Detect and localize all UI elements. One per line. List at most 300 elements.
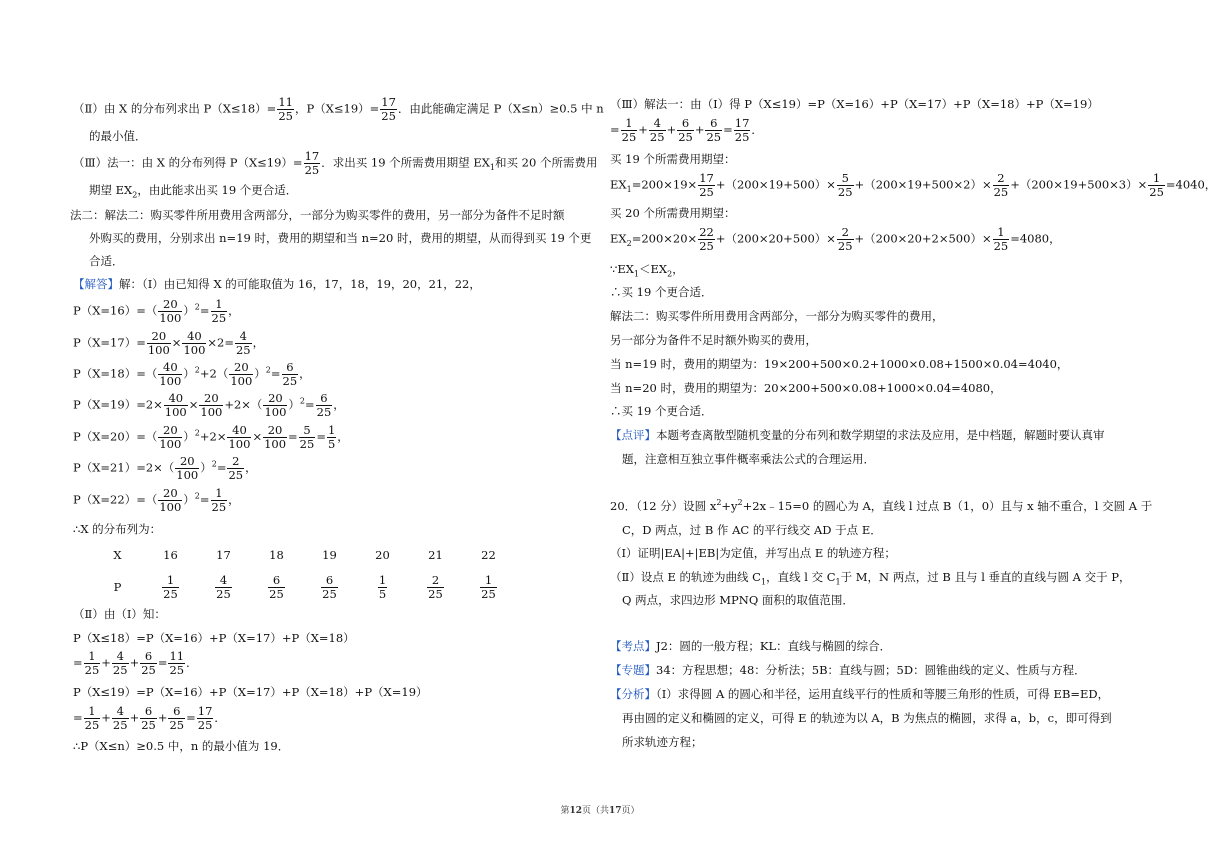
numerator: 20 [175, 455, 199, 469]
fraction [268, 574, 285, 601]
numerator: 22 [699, 225, 714, 239]
fraction [316, 392, 333, 419]
fraction [147, 330, 171, 357]
text: = [304, 397, 315, 412]
text: = [199, 303, 210, 318]
denominator: 25 [678, 130, 693, 144]
denominator: 100 [159, 437, 182, 451]
superscript: 2 [737, 498, 743, 508]
text: = [288, 429, 298, 444]
text: = [216, 460, 227, 475]
line [610, 261, 684, 277]
text: = [157, 655, 168, 670]
denominator: 25 [649, 130, 665, 144]
denominator: 25 [428, 586, 443, 601]
fraction [698, 172, 715, 199]
denominator: 25 [141, 663, 156, 677]
denominator: 25 [299, 437, 315, 451]
fraction [621, 117, 638, 144]
text: = [631, 231, 642, 246]
denominator: 100 [159, 500, 182, 514]
distribution-table [91, 544, 515, 608]
line [610, 308, 944, 324]
fraction [282, 361, 299, 388]
denominator: 25 [837, 185, 853, 199]
denominator: 25 [322, 586, 337, 601]
numerator: 4 [235, 330, 252, 344]
denominator: 25 [216, 586, 231, 601]
text: = [723, 122, 733, 137]
text: P（X=21）=2×（ [73, 460, 175, 475]
table-row [91, 566, 515, 608]
page-number: 12 [569, 806, 582, 816]
text: 页） [621, 806, 640, 816]
fraction [158, 424, 182, 451]
text: EX [610, 231, 627, 246]
text: 当 n=20 时，费用的期望为：20×200+500×0.08+1000×0.04=4080， [610, 381, 1002, 395]
line-px20 [73, 424, 349, 451]
line-px19 [73, 392, 345, 419]
numerator: 1 [378, 572, 387, 587]
table-cell: P [113, 580, 122, 594]
line-keypoint [610, 638, 891, 654]
text: 和买 20 个所需费用 [495, 155, 598, 170]
text: 题，注意相互独立事件概率乘法公式的合理运用． [622, 452, 875, 466]
numerator: 4 [112, 705, 129, 719]
text: ） [288, 397, 300, 412]
line [622, 710, 1112, 726]
subscript: 2 [132, 190, 138, 200]
denominator: 25 [993, 239, 1009, 253]
denominator: 25 [84, 663, 100, 677]
denominator: 25 [235, 343, 251, 357]
numerator: 11 [278, 95, 293, 109]
text: 法二：解法二：购买零件所用费用含两部分，一部分为购买零件的费用，另一部分为备件不足时额 [70, 208, 565, 222]
text: + [129, 710, 140, 725]
superscript: 2 [194, 428, 200, 438]
numerator: 2 [227, 455, 244, 469]
numerator: 17 [734, 116, 750, 130]
line-part2-summary [73, 96, 604, 123]
text: + [694, 122, 705, 137]
numerator: 20 [229, 361, 253, 375]
fraction [1148, 172, 1165, 199]
fraction [112, 650, 129, 677]
fraction [229, 361, 253, 388]
numerator: 11 [169, 649, 185, 663]
fraction [993, 226, 1010, 253]
line-ex1 [610, 172, 1216, 199]
superscript: 2 [211, 459, 217, 469]
text: ， [228, 303, 240, 318]
table-cell [303, 566, 356, 608]
line [610, 96, 1099, 112]
table-cell [250, 566, 303, 608]
line [610, 545, 896, 561]
line-topic [610, 662, 1086, 678]
text: 外购买的费用，分别求出 n=19 时，费用的期望和当 n=20 时，费用的期望，从而得到买 19 个更 [89, 231, 592, 245]
text: P（X≤19）=P（X=16）+P（X=17）+P（X=18）+P（X=19） [73, 685, 428, 699]
text: 当 n=19 时，费用的期望为：19×200+500×0.2+1000×0.08+1500×0.04=4040， [610, 357, 1069, 371]
text: ， [299, 366, 311, 381]
text: = [186, 710, 196, 725]
text: +（200×19+500×3）× [1010, 177, 1148, 192]
table-cell [409, 566, 462, 608]
fraction [140, 650, 157, 677]
text: 34：方程思想；48：分析法；5B：直线与圆；5D：圆锥曲线的定义、性质与方程． [656, 663, 1086, 677]
numerator: 6 [282, 361, 299, 375]
text: ，由此能求出买 19 个更合适． [137, 183, 298, 197]
fraction [175, 455, 199, 482]
fraction [263, 424, 287, 451]
text: 19× [672, 177, 698, 192]
line-sum-19 [610, 117, 763, 144]
fraction [837, 172, 854, 199]
fraction [211, 298, 228, 325]
numerator: 6 [140, 705, 157, 719]
numerator: 1 [621, 117, 638, 131]
text: ） [254, 366, 266, 381]
table-cell: 20 [375, 548, 390, 562]
superscript: 2 [265, 365, 271, 375]
superscript: 2 [194, 491, 200, 501]
table-cell: X [113, 548, 122, 562]
numerator: 20 [147, 330, 171, 344]
numerator: 1 [84, 650, 101, 664]
line [610, 356, 1068, 372]
text: +y [721, 499, 738, 513]
line-px21 [73, 455, 257, 482]
line [89, 128, 147, 144]
fraction [734, 117, 751, 144]
table-cell: 21 [428, 548, 443, 562]
text: ， [333, 397, 345, 412]
text: +（200×19+500×2）× [854, 177, 992, 192]
numerator: 1 [1148, 172, 1165, 186]
text: P（X=22）=（ [73, 492, 158, 507]
text: （Ⅰ）求得圆 A 的圆心和半径，运用直线平行的性质和等腰三角形的性质，可得 EB=ED， [656, 687, 1110, 701]
fraction [698, 226, 715, 253]
numerator: 5 [837, 172, 854, 186]
text: ＜EX [639, 262, 668, 276]
fraction [427, 574, 444, 601]
text: ×2= [207, 335, 234, 350]
denominator: 100 [264, 405, 287, 419]
text: P（X=20）=（ [73, 429, 158, 444]
numerator: 17 [699, 171, 714, 185]
table-cell [356, 566, 409, 608]
text: 买 19 个所需费用期望： [610, 152, 736, 166]
text: +（200×20+500）× [715, 231, 836, 246]
text: = [199, 492, 210, 507]
subscript: 1 [760, 577, 767, 587]
numerator: 40 [182, 330, 206, 344]
text: ，P（X≤19）= [294, 101, 380, 116]
denominator: 25 [112, 718, 128, 732]
text: 再由圆的定义和椭圆的定义，可得 E 的轨迹为以 A，B 为焦点的椭圆，求得 a，b，c，即可得到 [622, 711, 1112, 725]
text: = [73, 655, 83, 670]
fraction [84, 705, 101, 732]
line [610, 205, 735, 221]
denominator: 25 [197, 718, 213, 732]
numerator: 20 [158, 487, 182, 501]
fraction [215, 574, 232, 601]
fraction [321, 574, 338, 601]
text: =4080， [1010, 231, 1061, 246]
text: 另一部分为备件不足时额外购买的费用， [610, 333, 817, 347]
numerator: 1 [480, 574, 497, 588]
line-ex2 [610, 226, 1061, 253]
text: ， [228, 492, 240, 507]
text: =4040， [1165, 177, 1216, 192]
text: ） [183, 429, 195, 444]
line-sum-19 [73, 705, 226, 732]
text: + [101, 655, 111, 670]
text: P（X=18）=（ [73, 366, 158, 381]
denominator: 25 [112, 663, 128, 677]
text: = [73, 710, 83, 725]
fraction [158, 298, 182, 325]
topic-tag: 【专题】 [610, 663, 656, 677]
numerator: 2 [837, 226, 854, 240]
fraction [480, 574, 497, 601]
text: Q 两点，求四边形 MPNQ 面积的取值范围． [622, 593, 854, 607]
line [70, 207, 565, 223]
text: （Ⅱ）由（Ⅰ）知： [73, 607, 166, 621]
fraction [168, 705, 185, 732]
table-cell [197, 566, 250, 608]
denominator: 25 [269, 586, 284, 601]
denominator: 25 [481, 586, 496, 601]
text: J2：圆的一般方程；KL：直线与椭圆的综合． [656, 639, 892, 653]
text: ） [183, 303, 195, 318]
numerator: 6 [321, 574, 338, 588]
fraction [649, 117, 666, 144]
fraction [211, 487, 228, 514]
superscript: 2 [299, 396, 305, 406]
fraction [164, 392, 188, 419]
fraction [235, 330, 252, 357]
line [89, 253, 124, 269]
numerator: 20 [263, 392, 287, 406]
text: EX [610, 177, 627, 192]
table-cell [462, 566, 515, 608]
denominator: 25 [169, 718, 185, 732]
page-footer [0, 803, 1200, 816]
fraction [168, 650, 185, 677]
fraction [197, 705, 214, 732]
numerator: 17 [304, 149, 320, 163]
text: + [666, 122, 677, 137]
text: 于 M，N 两点，过 B 且与 l 垂直的直线与圆 A 交于 P， [840, 570, 1131, 584]
line [73, 684, 428, 700]
line [610, 151, 735, 167]
denominator: 100 [200, 405, 223, 419]
text: +2x﹣15=0 的圆心为 A，直线 l 过点 B（1，0）且与 x 轴不重合，l 交圆 A 于 [742, 499, 1153, 513]
text: 页（共 [581, 806, 609, 816]
text: （Ⅲ）法一：由 X 的分布列得 P（X≤19）= [73, 155, 303, 170]
denominator: 25 [1149, 185, 1164, 199]
fraction [182, 330, 206, 357]
text: ． [751, 122, 763, 137]
denominator: 25 [837, 239, 853, 253]
text: 的最小值． [89, 129, 147, 143]
text: × [171, 335, 182, 350]
text: + [101, 710, 111, 725]
numerator: 40 [227, 424, 251, 438]
line-px22 [73, 487, 240, 514]
text: ， [252, 335, 265, 350]
fraction [158, 361, 182, 388]
text: ． [186, 655, 198, 670]
line [610, 403, 712, 419]
numerator: 20 [158, 424, 182, 438]
fraction [263, 392, 287, 419]
fraction [705, 117, 722, 144]
text: 买 20 个所需费用期望： [610, 206, 736, 220]
fraction [299, 424, 316, 451]
text: + [638, 122, 648, 137]
numerator: 1 [993, 226, 1010, 240]
text: +（200×19+500）× [715, 177, 836, 192]
denominator: 5 [378, 586, 387, 601]
text: +2× [199, 429, 227, 444]
text: P（X=16）=（ [73, 303, 158, 318]
answer-tag: 【解答】 [73, 277, 119, 291]
line-analysis [610, 686, 1109, 702]
denominator: 25 [993, 185, 1009, 199]
text: （Ⅲ）解法一：由（Ⅰ）得 P（X≤19）=P（X=16）+P（X=17）+P（X=18）+P（X=19） [610, 97, 1099, 111]
numerator: 2 [993, 172, 1010, 186]
denominator: 25 [699, 185, 714, 199]
superscript: 2 [194, 302, 200, 312]
denominator: 100 [230, 374, 253, 388]
text: ．求出买 19 个所需费用期望 EX [321, 155, 490, 170]
denominator: 25 [141, 718, 156, 732]
line [89, 182, 297, 198]
line [610, 380, 1002, 396]
text: + [157, 710, 168, 725]
numerator: 17 [197, 704, 213, 718]
text: ∴P（X≤n）≥0.5 中，n 的最小值为 19． [73, 739, 290, 753]
text: ， [245, 460, 257, 475]
numerator: 1 [162, 574, 179, 588]
line-part3-summary [73, 150, 597, 177]
denominator: 25 [228, 468, 244, 482]
text: ， [337, 429, 349, 444]
subscript: 2 [667, 269, 673, 279]
numerator: 4 [112, 650, 129, 664]
text: 所求轨迹方程； [622, 735, 703, 749]
denominator: 5 [327, 437, 336, 451]
line [610, 569, 1131, 585]
line [73, 738, 289, 754]
numerator: 20 [263, 424, 287, 438]
fraction [199, 392, 223, 419]
line [73, 630, 355, 646]
denominator: 25 [304, 163, 320, 177]
line [610, 332, 817, 348]
numerator: 6 [316, 392, 333, 406]
table-cell: 16 [163, 548, 178, 562]
denominator: 100 [176, 468, 199, 482]
text: ∴买 19 个更合适． [610, 285, 713, 299]
text: = [610, 122, 620, 137]
text: = [270, 366, 281, 381]
line-answer-intro [73, 276, 481, 292]
text: +2×（ [224, 397, 263, 412]
fraction [327, 424, 336, 451]
fraction [162, 574, 179, 601]
fraction [158, 487, 182, 514]
numerator: 4 [649, 117, 666, 131]
fraction [993, 172, 1010, 199]
text: P（X=17）= [73, 335, 146, 350]
text: P（X≤18）=P（X=16）+P（X=17）+P（X=18） [73, 631, 355, 645]
text: × [188, 397, 199, 412]
numerator: 6 [268, 574, 285, 588]
table-cell: 22 [481, 548, 496, 562]
line [622, 522, 882, 538]
denominator: 100 [159, 374, 182, 388]
numerator: 6 [140, 650, 157, 664]
text: ∴X 的分布列为： [73, 522, 162, 536]
denominator: 25 [84, 718, 100, 732]
line [622, 734, 703, 750]
numerator: 6 [705, 117, 722, 131]
denominator: 100 [228, 437, 251, 451]
keypoint-tag: 【考点】 [610, 639, 656, 653]
text: 第 [560, 806, 570, 816]
line [622, 592, 854, 608]
numerator: 1 [84, 705, 101, 719]
denominator: 100 [164, 405, 187, 419]
denominator: 25 [163, 586, 178, 601]
numerator: 6 [168, 705, 185, 719]
text: （Ⅰ）证明|EA|+|EB|为定值，并写出点 E 的轨迹方程； [610, 546, 896, 560]
text: ， [672, 262, 684, 276]
fraction [677, 117, 694, 144]
line [622, 451, 875, 467]
line [73, 606, 166, 622]
review-tag: 【点评】 [610, 428, 656, 442]
superscript: 2 [716, 498, 722, 508]
subscript: 1 [626, 184, 632, 194]
table-cell: 18 [269, 548, 284, 562]
line [89, 230, 591, 246]
denominator: 25 [278, 109, 293, 123]
line-px18 [73, 361, 311, 388]
text: 解法二：购买零件所用费用含两部分，一部分为购买零件的费用， [610, 309, 944, 323]
numerator: 1 [327, 423, 336, 437]
text: 期望 EX [89, 183, 133, 197]
subscript: 2 [626, 238, 632, 248]
text: ，直线 l 交 C [766, 570, 836, 584]
fraction [380, 96, 397, 123]
text: ∴买 19 个更合适． [610, 404, 713, 418]
line-q20 [610, 498, 1152, 514]
analysis-tag: 【分析】 [610, 687, 656, 701]
line-px16 [73, 298, 240, 325]
text: ） [183, 492, 195, 507]
text: ） [200, 460, 212, 475]
subscript: 1 [633, 269, 639, 279]
denominator: 25 [381, 109, 396, 123]
numerator: 1 [211, 487, 228, 501]
numerator: 17 [381, 95, 396, 109]
fraction [304, 150, 321, 177]
text: 解：（Ⅰ）由已知得 X 的可能取值为 16，17，18，19，20，21，22， [119, 277, 481, 291]
